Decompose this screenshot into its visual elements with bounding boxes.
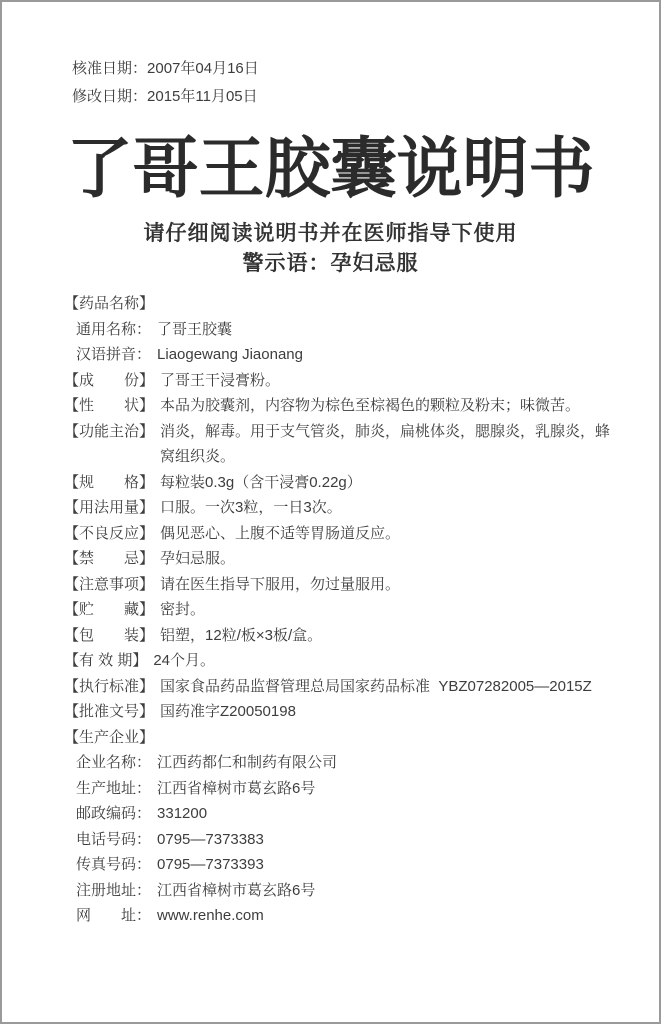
field-value: 了哥王胶囊: [157, 320, 233, 338]
field-value: 0795—7373393: [157, 856, 264, 873]
row-executive-standard: [64, 674, 612, 700]
row-storage: [64, 597, 612, 623]
section-label: 【批准文号】: [64, 703, 155, 720]
section-value: 口服。一次3粒，一日3次。: [160, 499, 342, 516]
row-registered-address: [64, 878, 612, 904]
row-postal-code: [64, 801, 612, 827]
section-label: 【功能主治】: [64, 422, 155, 440]
row-approval-number: [64, 699, 612, 725]
field-label: 邮政编码：: [76, 805, 152, 822]
section-value: 消炎，解毒。用于支气管炎，肺炎，扁桃体炎，腮腺炎，乳腺炎，蜂窝组织炎。: [160, 422, 611, 465]
field-label: 注册地址：: [76, 881, 152, 899]
row-adverse-reactions: [64, 521, 612, 547]
row-pinyin: [64, 342, 612, 368]
row-phone-number: [64, 827, 612, 853]
revision-date-line: [72, 83, 659, 111]
field-label: 传真号码：: [76, 856, 152, 873]
row-production-address: [64, 776, 612, 802]
row-indications: [64, 419, 612, 470]
field-value: 江西省樟树市葛玄路6号: [157, 779, 316, 797]
section-value: 每粒装0.3g（含干浸膏0.22g）: [160, 473, 362, 491]
section-label: 【不良反应】: [64, 524, 155, 542]
section-label: 【注意事项】: [64, 575, 155, 593]
read-carefully-notice: 请仔细阅读说明书并在医师指导下使用: [143, 222, 518, 245]
field-value: 江西药都仁和制药有限公司: [157, 754, 338, 771]
section-label: 【包 装】: [64, 626, 155, 644]
row-company-name: [64, 750, 612, 776]
revision-date-label: 修改日期：: [72, 88, 148, 105]
row-specification: [64, 470, 612, 496]
field-label: 汉语拼音：: [76, 346, 152, 363]
row-validity-period: [64, 648, 612, 674]
section-label: 【有 效 期】: [64, 652, 148, 669]
section-label: 【禁 忌】: [64, 550, 155, 567]
row-dosage: [64, 495, 612, 521]
section-value: 国药准字Z20050198: [160, 703, 296, 720]
row-fax-number: [64, 852, 612, 878]
section-value: 本品为胶囊剂，内容物为棕色至棕褐色的颗粒及粉末；味微苦。: [160, 397, 581, 414]
row-description: [64, 393, 612, 419]
section-value: 密封。: [160, 601, 206, 618]
section-label: 【生产企业】: [64, 728, 155, 746]
row-precautions: [64, 572, 612, 598]
approval-date-line: [72, 55, 659, 83]
field-label: 生产地址：: [76, 779, 152, 797]
page-title: 了哥王胶囊说明书: [66, 131, 595, 205]
website-url: www.renhe.com: [157, 907, 264, 924]
row-drug-name-section: [64, 291, 612, 317]
field-value: 0795—7373383: [157, 830, 264, 848]
field-value: Liaogewang Jiaonang: [157, 346, 303, 363]
section-value: 24个月。: [153, 652, 216, 669]
date-block: [72, 55, 659, 111]
row-ingredients: [64, 368, 612, 394]
section-value: 国家食品药品监督管理总局国家药品标准 YBZ07282005—2015Z: [160, 677, 592, 695]
field-label: 企业名称：: [76, 754, 152, 771]
row-contraindications: [64, 546, 612, 572]
section-label: 【规 格】: [64, 473, 155, 491]
section-value: 铝塑，12粒/板×3板/盒。: [160, 626, 323, 644]
field-label: 通用名称：: [76, 320, 152, 338]
approval-date-value: 2007年04月16日: [147, 60, 259, 77]
section-label: 【药品名称】: [64, 295, 155, 312]
field-value: 331200: [157, 805, 208, 822]
section-value: 请在医生指导下服用，勿过量服用。: [160, 575, 401, 593]
section-label: 【贮 藏】: [64, 601, 155, 618]
section-label: 【性 状】: [64, 397, 155, 414]
field-label: 电话号码：: [76, 830, 152, 848]
approval-date-label: 核准日期：: [72, 60, 148, 77]
row-manufacturer-section: [64, 725, 612, 751]
section-value: 了哥王干浸膏粉。: [160, 371, 281, 389]
row-generic-name: [64, 317, 612, 343]
warning-statement: 警示语：孕妇忌服: [242, 252, 419, 275]
field-value: 江西省樟树市葛玄路6号: [157, 881, 316, 899]
section-value: 偶见恶心、上腹不适等胃肠道反应。: [160, 524, 401, 542]
row-packaging: [64, 623, 612, 649]
row-website: [64, 903, 612, 929]
sections-block: [64, 291, 612, 929]
section-value: 孕妇忌服。: [160, 550, 236, 567]
revision-date-value: 2015年11月05日: [147, 88, 258, 105]
section-label: 【成 份】: [64, 371, 155, 389]
field-label: 网 址：: [76, 907, 152, 924]
section-label: 【用法用量】: [64, 499, 155, 516]
section-label: 【执行标准】: [64, 677, 155, 695]
